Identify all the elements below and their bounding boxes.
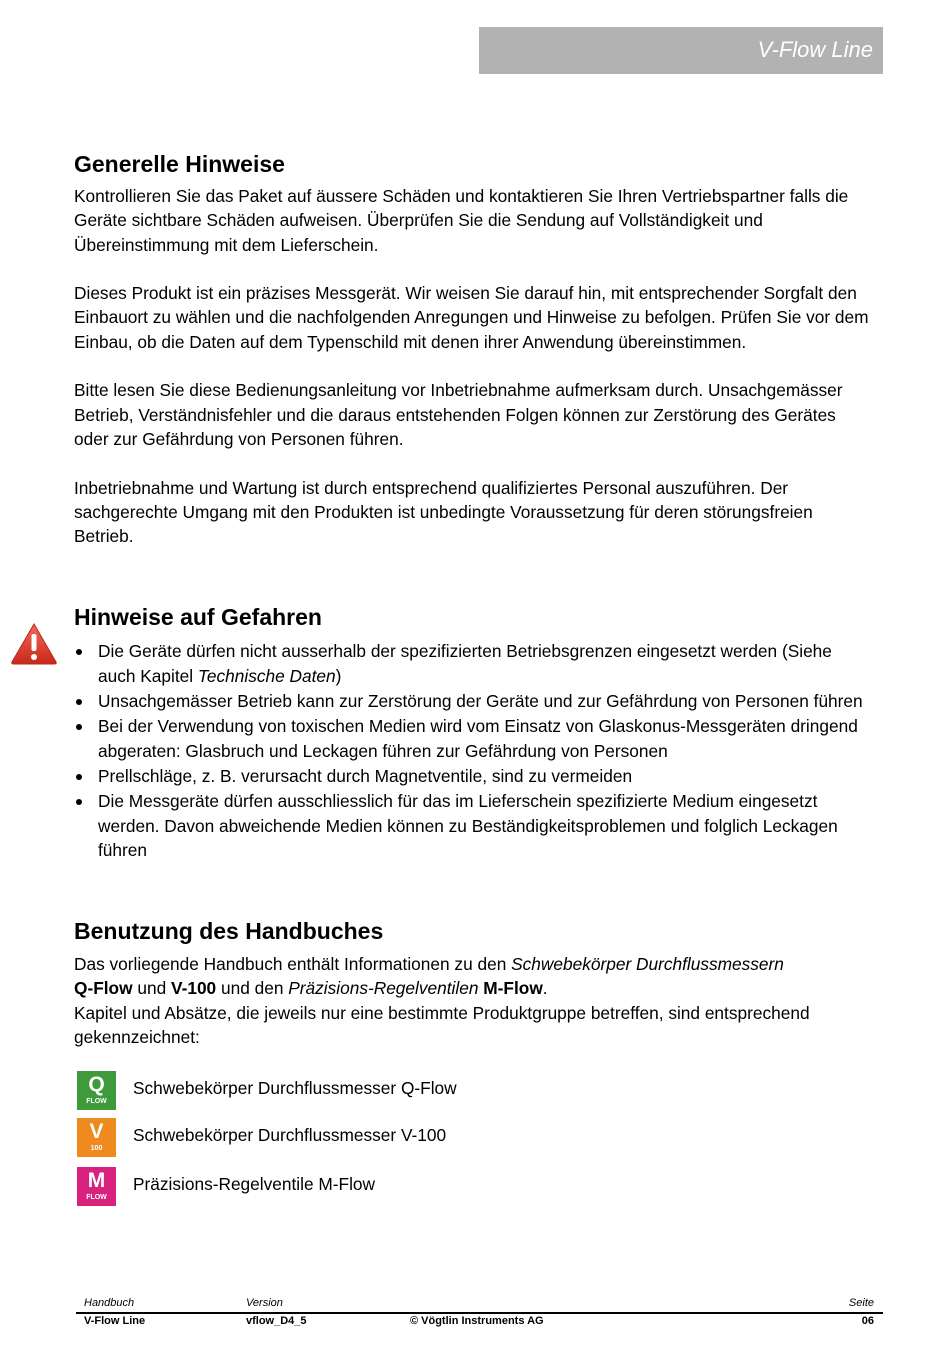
hazard-list: [74, 639, 874, 863]
product-row-mflow: [77, 1166, 376, 1206]
hazard-1-post: ): [335, 665, 342, 686]
manual-text: und den: [216, 978, 289, 999]
footer-page-number: 06: [861, 1315, 874, 1327]
list-item: Prellschläge, z. B. verursacht durch Magnetventile, sind zu vermeiden: [74, 764, 874, 789]
badge-letter: V: [89, 1119, 104, 1143]
product-label: Präzisions-Regelventile M-Flow: [133, 1174, 376, 1194]
footer-version-value: vflow_D4_5: [246, 1315, 307, 1327]
list-item: [74, 639, 874, 688]
section-title-general: Generelle Hinweise: [74, 151, 285, 177]
hazard-1-pre: Die Geräte dürfen nicht ausserhalb der spezifizierten Betriebsgrenzen eingesetzt werden (Siehe auch Kapitel: [98, 641, 832, 686]
general-paragraph-4: Inbetriebnahme und Wartung ist durch entsprechend qualifiziertes Personal auszuführen. Der sachgerechte Umgang mit den Produkten ist unbedingte Voraussetzung für deren störungsfreien Betrieb.: [74, 477, 813, 547]
footer-handbuch-label: Handbuch: [84, 1297, 135, 1309]
manual-usage: [74, 952, 874, 1049]
badge-sub: FLOW: [86, 1193, 107, 1201]
general-paragraph-1: Kontrollieren Sie das Paket auf äussere Schäden und kontaktieren Sie Ihren Vertriebspartner falls die Geräte sichtbare Schäden aufweisen. Überprüfen Sie die Sendung auf Vollständigkeit und Übereinstimmung mit dem Lieferschein.: [74, 186, 849, 255]
general-paragraph-2: Dieses Produkt ist ein präzises Messgerät. Wir weisen Sie darauf hin, mit entsprechender Sorgfalt den Einbauort zu wählen und die nachfolgenden Anregungen und Hinweise zu befolgen. Prüfen Sie vor dem Einbau, ob die Daten auf dem Typenschild mit denen ihrer Anwendung übereinstimmen.: [74, 283, 869, 352]
hazard-1-ref: Technische Daten: [197, 665, 336, 686]
section-title-hazards: Hinweise auf Gefahren: [74, 604, 322, 630]
badge-letter: M: [87, 1168, 106, 1192]
manual-text-em: Schwebekörper Durchflussmessern: [511, 954, 784, 974]
section-title-manual: Benutzung des Handbuches: [74, 918, 384, 944]
footer-version-label: Version: [246, 1297, 283, 1309]
product-row-v100: [77, 1117, 447, 1157]
footer-seite-label: Seite: [848, 1297, 874, 1309]
general-paragraph-3: Bitte lesen Sie diese Bedienungsanleitung vor Inbetriebnahme aufmerksam durch. Unsachgemässer Betrieb, Verständnisfehler und die daraus entstehenden Folgen können zur Zerstörung des Gerätes oder zur Gefährdung von Personen führen.: [74, 380, 843, 449]
warning-icon: [9, 621, 59, 666]
mflow-badge-icon: [77, 1167, 116, 1206]
manual-product-qflow: Q-Flow: [74, 978, 133, 999]
manual-product-v100: V-100: [171, 978, 217, 999]
manual-text: Das vorliegende Handbuch enthält Informationen zu den: [74, 954, 512, 974]
list-item: Die Messgeräte dürfen ausschliesslich für das im Lieferschein spezifizierte Medium eingesetzt werden. Davon abweichende Medien können zu Beständigkeitsproblemen und folglich Leckagen führen: [74, 789, 874, 863]
manual-paragraph-2: Kapitel und Absätze, die jeweils nur eine bestimmte Produktgruppe betreffen, sind entsprechend gekennzeichnet:: [74, 1002, 810, 1047]
footer-divider: [76, 1312, 883, 1314]
general-notes: [74, 184, 874, 548]
manual-text: .: [542, 978, 548, 999]
qflow-badge-icon: [77, 1071, 116, 1110]
badge-sub: 100: [90, 1144, 103, 1152]
product-label: Schwebekörper Durchflussmesser V-100: [133, 1125, 447, 1145]
product-row-qflow: [77, 1070, 457, 1110]
header-brand: V-Flow Line: [757, 37, 873, 62]
list-item: Bei der Verwendung von toxischen Medien wird vom Einsatz von Glaskonus-Messgeräten dringend abgeraten: Glasbruch und Leckagen führen zur Gefährdung von Personen: [74, 714, 874, 763]
badge-sub: FLOW: [86, 1097, 107, 1105]
product-label: Schwebekörper Durchflussmesser Q-Flow: [133, 1078, 457, 1098]
manual-text: und: [132, 978, 171, 999]
footer-copyright: © Vögtlin Instruments AG: [410, 1315, 544, 1327]
badge-letter: Q: [88, 1072, 105, 1096]
v100-badge-icon: [77, 1118, 116, 1157]
manual-paragraph-1: [74, 952, 874, 1001]
manual-text-em: Präzisions-Regelventilen: [288, 978, 479, 999]
list-item: Unsachgemässer Betrieb kann zur Zerstörung der Geräte und zur Gefährdung von Personen führen: [74, 689, 874, 714]
manual-product-mflow: M-Flow: [483, 978, 543, 999]
header-brand-bar: [479, 27, 883, 74]
footer-handbuch-value: V-Flow Line: [84, 1315, 146, 1327]
